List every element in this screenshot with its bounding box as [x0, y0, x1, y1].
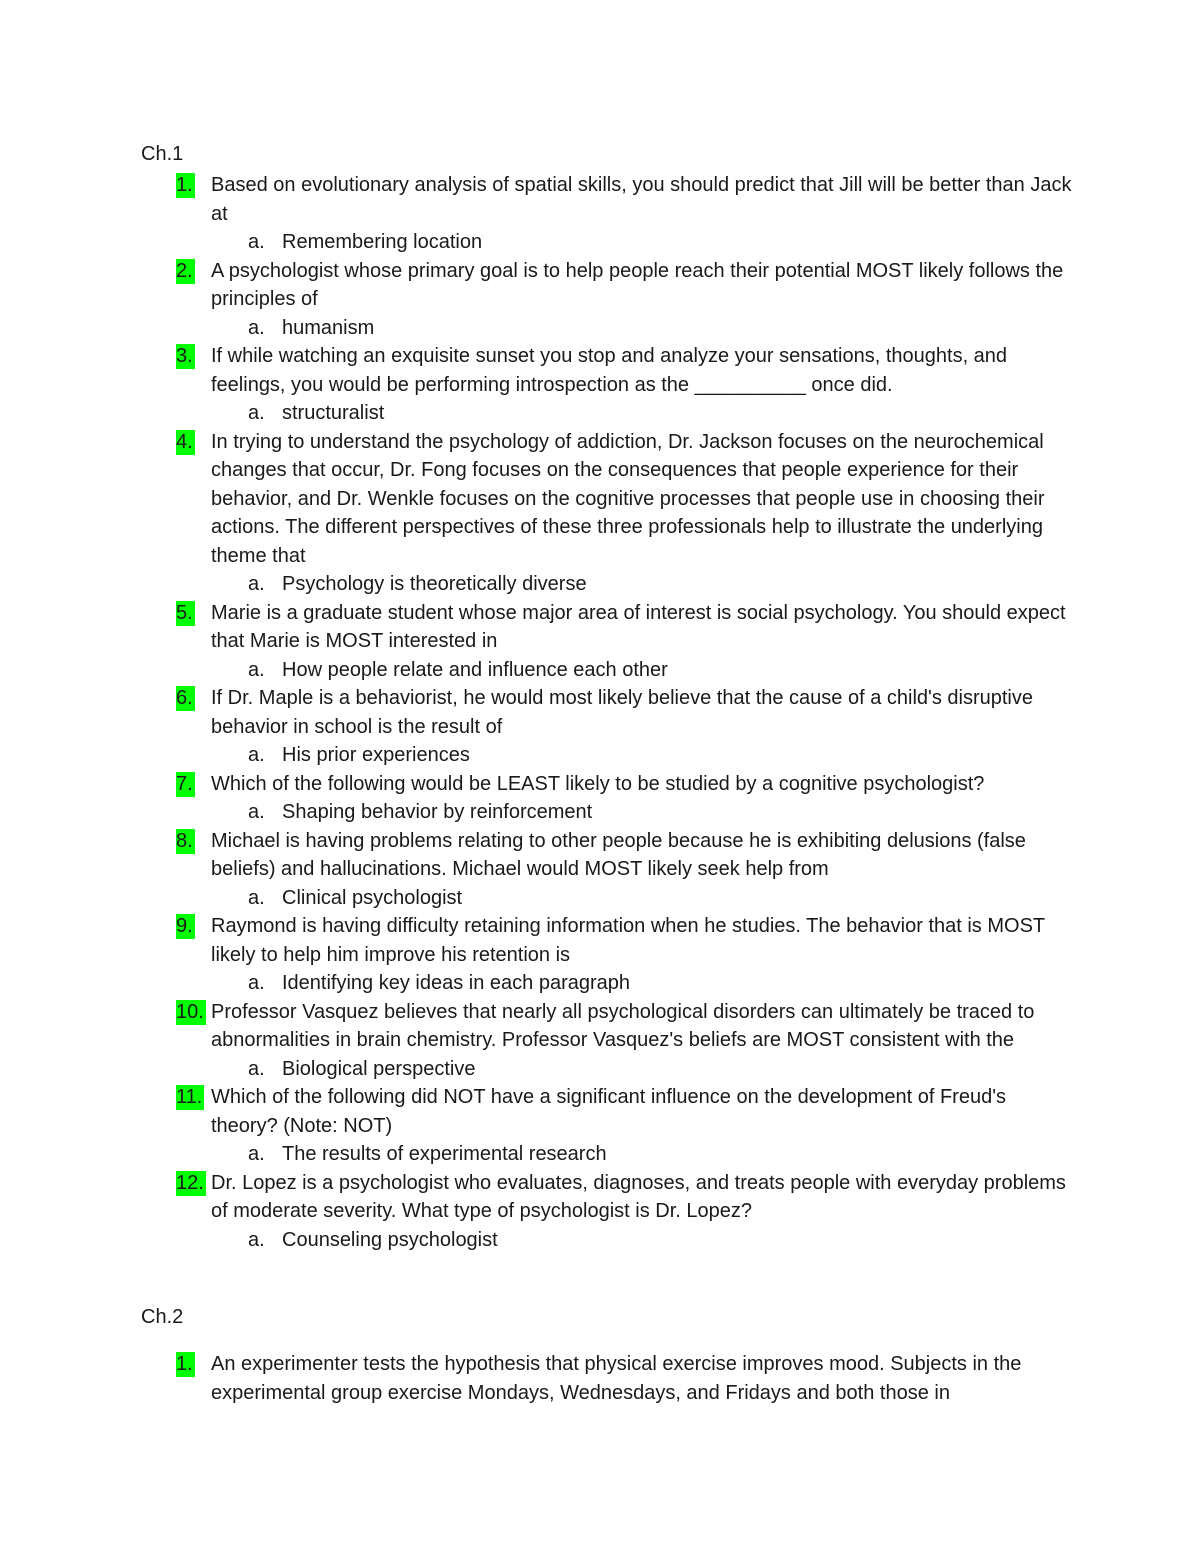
- question-item: [176, 827, 1076, 884]
- chapter-2-heading: Ch.2: [141, 1306, 184, 1328]
- answer-text: Identifying key ideas in each paragraph: [282, 972, 631, 994]
- question-item: [176, 912, 1076, 969]
- answer-text: How people relate and influence each other: [282, 658, 668, 681]
- answer-text: Biological perspective: [282, 1057, 476, 1080]
- question-number: 2.: [176, 259, 193, 282]
- answer-letter: a.: [248, 1143, 265, 1165]
- question-text: Based on evolutionary analysis of spatial skills, you should predict that Jill will be better than Jack at: [211, 174, 1072, 225]
- answer-text: Remembering location: [282, 231, 483, 253]
- question-number: 3.: [176, 345, 193, 367]
- question-text: Marie is a graduate student whose major area of interest is social psychology. You should expect that Marie is MOST interested in: [211, 601, 1066, 652]
- answer-letter: a.: [248, 573, 265, 595]
- chapter-1-question-list: [176, 171, 1076, 1254]
- answer-text: structuralist: [282, 402, 385, 424]
- question-item: [176, 770, 1076, 799]
- question-item: [176, 1169, 1076, 1226]
- question-number: 5.: [176, 601, 193, 624]
- answer-letter: a.: [248, 231, 265, 253]
- question-text: Dr. Lopez is a psychologist who evaluates, diagnoses, and treats people with everyday problems of moderate severity. What type of psychologist is Dr. Lopez?: [211, 1171, 1066, 1222]
- answer-text: Psychology is theoretically diverse: [282, 573, 587, 595]
- question-text: A psychologist whose primary goal is to help people reach their potential MOST likely follows the principles of: [211, 259, 1064, 310]
- answer-letter: a.: [248, 886, 265, 909]
- question-text: An experimenter tests the hypothesis that physical exercise improves mood. Subjects in the experimental group exercise Mondays, Wednesdays, and Fridays and both those in: [211, 1353, 1022, 1404]
- answer-text: Clinical psychologist: [282, 886, 463, 909]
- answer-letter: a.: [248, 658, 265, 681]
- question-item: [176, 171, 1076, 228]
- answer-item: [248, 1140, 1076, 1169]
- question-item: [176, 1350, 1076, 1407]
- answer-letter: a.: [248, 972, 265, 994]
- answer-letter: a.: [248, 744, 265, 766]
- question-text: Raymond is having difficulty retaining information when he studies. The behavior that is MOST likely to help him improve his retention is: [211, 915, 1045, 966]
- answer-item: [248, 570, 1076, 599]
- question-number: 1.: [176, 1353, 193, 1375]
- answer-text: The results of experimental research: [282, 1143, 607, 1165]
- answer-letter: a.: [248, 801, 265, 823]
- question-number: 7.: [176, 772, 193, 795]
- question-text: Which of the following would be LEAST likely to be studied by a cognitive psychologist?: [211, 772, 985, 795]
- question-item: [176, 998, 1076, 1055]
- chapter-2-question-list: [176, 1350, 1076, 1407]
- answer-text: Counseling psychologist: [282, 1228, 498, 1251]
- question-text: Michael is having problems relating to other people because he is exhibiting delusions (false beliefs) and hallucinations. Michael would MOST likely seek help from: [211, 829, 1026, 880]
- answer-text: humanism: [282, 316, 375, 339]
- question-text: If Dr. Maple is a behaviorist, he would most likely believe that the cause of a child's disruptive behavior in school is the result of: [211, 687, 1034, 738]
- question-text: Which of the following did NOT have a significant influence on the development of Freud's theory? (Note: NOT): [211, 1086, 1007, 1137]
- question-item: [176, 428, 1076, 571]
- question-number: 4.: [176, 430, 193, 453]
- answer-item: [248, 228, 1076, 257]
- question-number: 11.: [176, 1086, 203, 1108]
- question-text: If while watching an exquisite sunset you stop and analyze your sensations, thoughts, and feelings, you would be performing introspection as the __________ once did.: [211, 345, 1008, 396]
- question-text: Professor Vasquez believes that nearly all psychological disorders can ultimately be traced to abnormalities in brain chemistry. Professor Vasquez's beliefs are MOST consistent with the: [211, 1000, 1035, 1051]
- question-item: [176, 1083, 1076, 1140]
- answer-text: Shaping behavior by reinforcement: [282, 801, 593, 823]
- answer-item: [248, 1226, 1076, 1255]
- answer-item: [248, 741, 1076, 770]
- question-item: [176, 599, 1076, 656]
- answer-letter: a.: [248, 316, 265, 339]
- answer-item: [248, 884, 1076, 913]
- question-number: 8.: [176, 829, 193, 852]
- question-item: [176, 684, 1076, 741]
- answer-item: [248, 969, 1076, 998]
- question-number: 9.: [176, 915, 193, 937]
- answer-letter: a.: [248, 402, 265, 424]
- question-number: 6.: [176, 687, 193, 709]
- question-text: In trying to understand the psychology of addiction, Dr. Jackson focuses on the neurochemical changes that occur, Dr. Fong focuses on the consequences that people experience for their behavior, and Dr. Wenkle focuses on the cognitive processes that people use in choosing their actions. The different perspectives of these three professionals help to illustrate the underlying theme that: [211, 430, 1045, 567]
- answer-item: [248, 798, 1076, 827]
- answer-letter: a.: [248, 1057, 265, 1080]
- question-number: 12.: [176, 1171, 204, 1194]
- answer-item: [248, 1055, 1076, 1084]
- question-item: [176, 342, 1076, 399]
- answer-item: [248, 656, 1076, 685]
- answer-text: His prior experiences: [282, 744, 470, 766]
- answer-letter: a.: [248, 1228, 265, 1251]
- chapter-1-heading: Ch.1: [141, 143, 184, 165]
- answer-item: [248, 399, 1076, 428]
- answer-item: [248, 314, 1076, 343]
- question-item: [176, 257, 1076, 314]
- question-number: 10.: [176, 1000, 204, 1023]
- question-number: 1.: [176, 174, 193, 196]
